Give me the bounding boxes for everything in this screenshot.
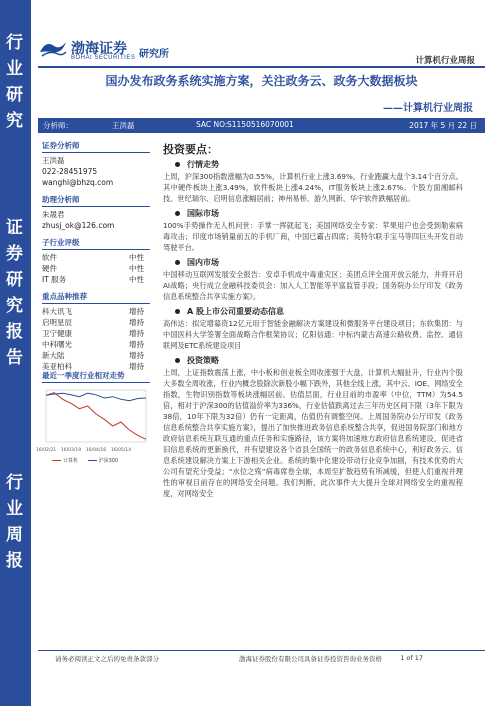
- band-char: 报: [6, 322, 25, 342]
- assistant-contact-block: [42, 194, 150, 231]
- rating-row: [42, 274, 150, 285]
- stock-rating: 增持: [129, 329, 144, 338]
- section-heading: [175, 257, 463, 268]
- band-label-industry-research: [0, 30, 31, 134]
- x-tick-label: 16/03/19: [60, 448, 82, 453]
- section-heading-text: 国际市场: [187, 209, 219, 218]
- rating-row: [42, 263, 150, 274]
- sac-label: SAC NO:: [196, 120, 228, 129]
- rating-row: [42, 252, 150, 263]
- sub-industry-name: 软件: [42, 253, 57, 262]
- key-stock-recommendations: [42, 291, 150, 372]
- bohai-logo-icon: [38, 38, 68, 60]
- section-paragraph: 高伟达：拟定增募资12亿元用于智能金融解决方案建设和微服务平台建设项目；东软集团：与中国医科大学签署全面战略合作框架协议；亿阳信通：中标内蒙古高速公路收费、监控、通信联网及ETC系统建设项目: [163, 319, 463, 350]
- section-heading: [175, 208, 463, 219]
- section-paragraph: 中国移动互联网发展安全报告：安卓手机成中毒重灾区；美团点评全面开放云能力，并将开启AI战略；央行成立金融科技委员会：加入人工智能等平富监管手段；国务院办公厅印发《政务信息系统整合共享实施方案》。: [163, 270, 463, 301]
- analyst-name: 王洪磊: [42, 156, 65, 165]
- bullet-icon: [175, 211, 180, 216]
- legend-swatch: [52, 460, 61, 461]
- chart-title: 最近一季度行业相对走势: [42, 370, 150, 383]
- report-type: 计算机行业周报: [415, 56, 475, 66]
- rating-value: 中性: [129, 275, 144, 284]
- band-char: 行: [6, 33, 25, 53]
- section-paragraph: 100%手势操作无人机问世：手掌一挥就起飞；美国网络安全专家：苹果用户也会受到勒索病毒攻击；印度市场销量前五的手机厂商，中国已霸占四席；英特尔联手宝马等四巨头开发自动驾驶平台。: [163, 221, 463, 252]
- stock-row: [42, 350, 150, 361]
- band-char: 研: [6, 270, 25, 290]
- series-line-0: [46, 393, 146, 440]
- stock-rating: 增持: [129, 318, 144, 327]
- analyst-name: 王洪磊: [112, 121, 135, 130]
- page-number: 1 of 17: [400, 654, 423, 662]
- chart-legend: [52, 457, 126, 464]
- section-market-trend: [163, 159, 463, 204]
- stock-rating: 增持: [129, 351, 144, 360]
- legend-swatch: [88, 460, 97, 461]
- band-char: 研: [6, 85, 25, 105]
- left-info-column: [42, 140, 150, 378]
- band-char: 行: [6, 473, 25, 493]
- section-title: 助理分析师: [42, 194, 150, 207]
- bullet-icon: [175, 309, 180, 314]
- logo-english-name: BOHAI SECURITIES: [71, 55, 136, 61]
- stock-row: [42, 339, 150, 350]
- sub-industry-name: 硬件: [42, 264, 57, 273]
- chart-plot: [35, 386, 150, 456]
- analyst-info-bar: [38, 118, 485, 133]
- bullet-icon: [175, 358, 180, 363]
- stock-name: 启明星辰: [42, 318, 72, 327]
- band-char: 业: [6, 59, 25, 79]
- legend-label: 计算机: [63, 458, 79, 464]
- section-heading-text: 行情走势: [187, 160, 219, 169]
- band-char: 证: [6, 218, 25, 238]
- report-date: 2017 年 5 月 22 日: [409, 121, 477, 130]
- section-heading-text: A 股上市公司重要动态信息: [187, 307, 284, 316]
- stock-rating: 增持: [129, 340, 144, 349]
- stock-rating: 增持: [129, 362, 144, 371]
- section-investment-strategy: [163, 355, 463, 499]
- report-subtitle: ——计算机行业周报: [383, 103, 473, 114]
- analyst-label: 分析师：: [43, 121, 73, 130]
- band-label-securities-report: [0, 215, 31, 371]
- section-heading-text: 国内市场: [187, 258, 219, 267]
- stock-rating: 增持: [129, 307, 144, 316]
- relative-performance-chart: [35, 370, 150, 470]
- band-char: 券: [6, 244, 25, 264]
- sub-industry-name: IT 服务: [42, 275, 67, 284]
- assistant-email: zhusj_ok@126.com: [42, 221, 115, 230]
- bullet-icon: [175, 260, 180, 265]
- section-heading: [175, 159, 463, 170]
- analyst-contact-block: [42, 140, 150, 188]
- sub-industry-ratings: [42, 237, 150, 285]
- x-tick-label: 16/02/21: [35, 448, 57, 453]
- legend-item: [88, 457, 119, 464]
- section-title: 重点品种推荐: [42, 291, 150, 304]
- bullet-icon: [175, 162, 180, 167]
- sac-number: S1150516070001: [227, 120, 294, 129]
- stock-name: 卫宁健康: [42, 329, 72, 338]
- band-char: 究: [6, 111, 25, 131]
- section-international-market: [163, 208, 463, 253]
- band-char: 业: [6, 499, 25, 519]
- footer-divider: [38, 650, 485, 651]
- x-tick-label: 16/04/16: [85, 448, 107, 453]
- rating-value: 中性: [129, 253, 144, 262]
- investment-focus-title: 投资要点：: [163, 143, 218, 156]
- institute-label: 研究所: [139, 49, 169, 60]
- analyst-phone: 022-28451975: [42, 167, 98, 176]
- band-label-industry-weekly: [0, 470, 31, 574]
- band-char: 周: [6, 525, 25, 545]
- stock-row: [42, 317, 150, 328]
- stock-name: 美亚柏科: [42, 362, 72, 371]
- band-char: 究: [6, 296, 25, 316]
- rating-value: 中性: [129, 264, 144, 273]
- logo-chinese-name: 渤海证券: [71, 41, 127, 57]
- section-paragraph: 上周，沪深300指数涨幅为0.55%，计算机行业上涨3.69%，行业跑赢大盘个3.14个百分点。其中硬件板块上涨3.49%，软件板块上涨4.24%，IT服务板块上涨2.67%。个股方面湘邮科技、世纪瑞尔、启明信息涨幅居前；神州易桥、游久网新、华宇软件跌幅居前。: [163, 172, 463, 203]
- stock-name: 中科曙光: [42, 340, 72, 349]
- footer-disclaimer: 请务必阅读正文之后的免责条款部分: [55, 655, 159, 663]
- stock-row: [42, 306, 150, 317]
- section-heading-text: 投资策略: [187, 356, 219, 365]
- section-paragraph: 上周，上证指数震荡上涨，中小板和创业板全周收涨强于大盘，计算机大幅扯升，行业内个股大多数全周收涨，行业内概念股除次新股小幅下跌外，其他全线上涨，其中云、IOE、网络安全指数，生物识别指数等板块涨幅居前。估值层面，行业目前的市盈率（中位，TTM）为54.5倍，相对于沪深300的估值溢价率为336%，行业估值跌离过去三年历史区间下限（3年下限为38倍，10年下限为32倍）仍有一定距离，估值仍有调整空间。上周国务院办公厅印发《政务信息系统整合共享实施方案》，提出了加快推进政务信息系统整合共享，促进国务院部门和地方政府信息系统互联互通的重点任务和实施路径，该方案将加速地方政府信息系统建设，促进省旧信息系统的更新换代，并有望建设各个省县全国统一的政务信息系统中心，利好政务云、信息系统建设解决方案上下游相关企业。系统的集中化建设带动行业竞争加剧，有技术优势的大公司有望充分受益；“水位之殇”病毒席卷全球，本周至扩散趋势有所减缓，但使人们重视并理性的审视目前存在的网络安全问题。我们判断，此次事件大大提升全球对网络安全的重视程度，对网络安全: [163, 368, 463, 498]
- assistant-name: 朱晟君: [42, 210, 65, 219]
- series-line-1: [46, 393, 146, 401]
- header-divider: [38, 66, 485, 68]
- report-title: 国办发布政务系统实施方案，关注政务云、政务大数据板块: [105, 74, 418, 88]
- footer-company: 渤海证券股份有限公司具备证券投资咨询业务资格: [239, 655, 382, 663]
- legend-item: [52, 457, 78, 464]
- legend-label: 沪深300: [98, 458, 119, 464]
- section-heading: [175, 355, 463, 366]
- section-title: 证券分析师: [42, 140, 150, 153]
- band-char: 告: [6, 348, 25, 368]
- x-tick-label: 16/05/14: [110, 448, 132, 453]
- section-domestic-market: [163, 257, 463, 302]
- analyst-email: wanghl@bhzq.com: [42, 178, 114, 187]
- section-company-news: [163, 306, 463, 351]
- stock-name: 新大陆: [42, 351, 65, 360]
- main-content: [163, 144, 463, 503]
- stock-name: 科大讯飞: [42, 307, 72, 316]
- section-title: 子行业评级: [42, 237, 150, 250]
- band-char: 报: [6, 551, 25, 571]
- section-heading: [175, 306, 463, 317]
- stock-row: [42, 328, 150, 339]
